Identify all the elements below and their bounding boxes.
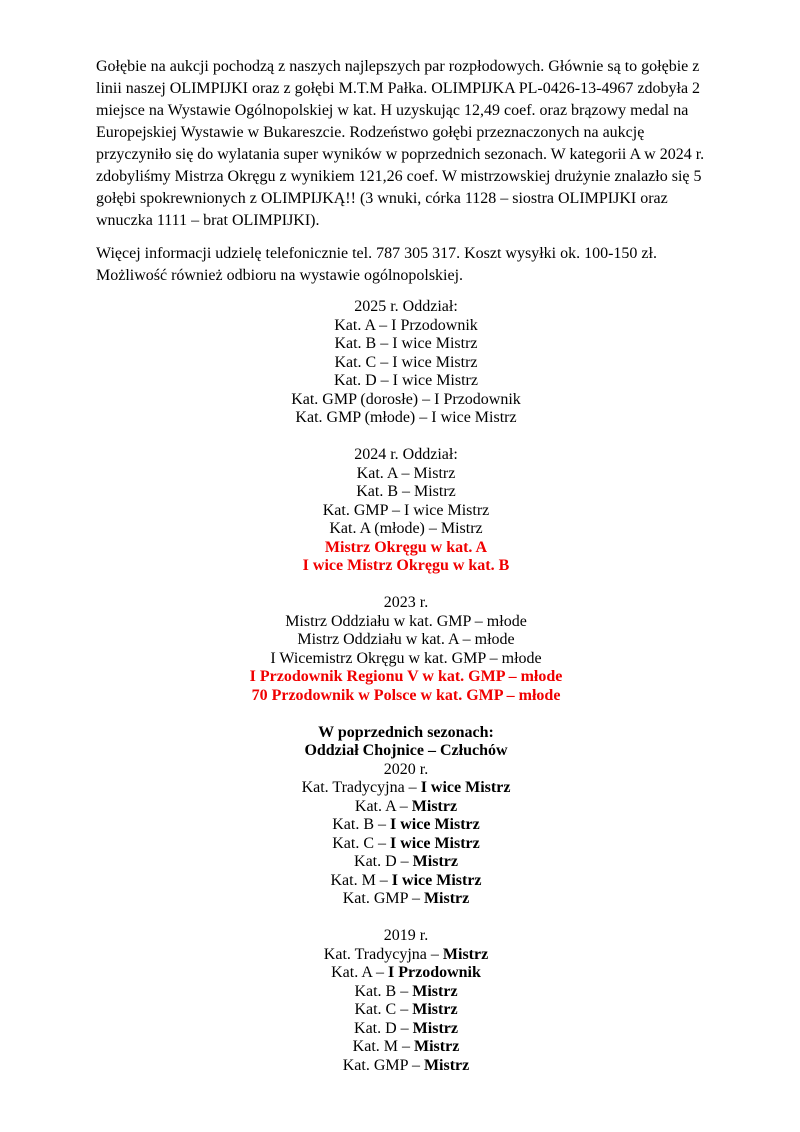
achievement-line: Kat. B – I wice Mistrz [334, 335, 478, 352]
category-label: Kat. M – [330, 871, 392, 889]
division-heading: Oddział Chojnice – Człuchów [304, 742, 508, 759]
highlight-achievement-line: Mistrz Okręgu w kat. A [324, 538, 488, 556]
achievement-line: Kat. B – Mistrz [356, 483, 456, 500]
result-value: I wice Mistrz [390, 816, 480, 833]
season-title: 2019 r. [383, 927, 429, 944]
result-value: Mistrz [412, 982, 458, 1000]
achievement-line: Kat. D – I wice Mistrz [334, 372, 478, 389]
achievement-line: Kat. A (młode) – Mistrz [329, 520, 483, 537]
result-line [96, 964, 716, 983]
result-value: Mistrz [442, 945, 489, 963]
highlight-achievement-line: 70 Przodownik w Polsce w kat. GMP – młode [251, 686, 561, 704]
intro-line: Gołębie na aukcji pochodzą z naszych najlepszych par rozpłodowych. Głównie są to gołębie z [96, 58, 700, 75]
result-value: Mistrz [412, 1019, 458, 1037]
intro-line: przyczyniło się do wylatania super wyników w poprzednich sezonach. W kategorii A w 2024 r. [96, 146, 705, 163]
result-line [96, 1001, 716, 1020]
achievement-line: Mistrz Oddziału w kat. A – młode [297, 631, 515, 648]
season-2025-section [96, 298, 716, 428]
intro-paragraph [96, 56, 716, 232]
result-line [96, 872, 716, 891]
result-value: Mistrz [412, 1001, 458, 1018]
category-label: Kat. Tradycyjna – [301, 779, 421, 796]
category-label: Kat. C – [332, 834, 391, 852]
result-value: Mistrz [414, 1038, 460, 1055]
result-line [96, 983, 716, 1002]
previous-seasons-heading: W poprzednich sezonach: [318, 723, 494, 741]
category-label: Kat. C – [354, 1001, 413, 1018]
result-line [96, 853, 716, 872]
achievements-list [96, 298, 716, 1075]
intro-line: Europejskiej Wystawie w Bukareszcie. Rodzeństwo gołębi przeznaczonych na aukcję [96, 124, 645, 141]
result-line [96, 816, 716, 835]
result-line [96, 946, 716, 965]
category-label: Kat. GMP – [342, 890, 424, 907]
intro-line: zdobyliśmy Mistrza Okręgu z wynikiem 121,26 coef. W mistrzowskiej drużynie znalazło się 5 [96, 168, 702, 185]
season-title: 2020 r. [383, 760, 429, 778]
result-value: I wice Mistrz [390, 834, 480, 852]
category-label: Kat. M – [352, 1038, 414, 1055]
category-label: Kat. Tradycyjna – [323, 945, 443, 963]
result-line [96, 1020, 716, 1039]
intro-line: wnuczka 1111 – brat OLIMPIJKI). [96, 212, 320, 229]
contact-line: Możliwość również odbioru na wystawie ogólnopolskiej. [96, 267, 464, 284]
season-title: 2024 r. Oddział: [354, 446, 458, 463]
result-line [96, 1038, 716, 1057]
result-line [96, 798, 716, 817]
achievement-line: Kat. A – I Przodownik [334, 316, 478, 334]
season-2019-section [96, 927, 716, 1075]
category-label: Kat. GMP – [342, 1056, 424, 1074]
category-label: Kat. D – [354, 853, 413, 870]
result-line [96, 890, 716, 909]
result-line [96, 779, 716, 798]
category-label: Kat. D – [354, 1019, 413, 1037]
season-title: 2025 r. Oddział: [354, 298, 458, 315]
highlight-achievement-line: I Przodownik Regionu V w kat. GMP – młode [249, 668, 563, 685]
result-value: Mistrz [412, 853, 458, 870]
category-label: Kat. B – [354, 982, 413, 1000]
category-label: Kat. A – [331, 964, 388, 981]
season-2023-section [96, 594, 716, 705]
intro-line: gołębi spokrewnionych z OLIMPIJKĄ!! (3 wnuki, córka 1128 – siostra OLIMPIJKI oraz [96, 190, 668, 207]
previous-seasons-section [96, 724, 716, 909]
intro-line: linii naszej OLIMPIJKI oraz z gołębi M.T.M Pałka. OLIMPIJKA PL-0426-13-4967 zdobyła 2 [96, 80, 701, 97]
achievement-line: Kat. A – Mistrz [356, 464, 456, 482]
result-line [96, 835, 716, 854]
category-label: Kat. A – [354, 797, 412, 815]
achievement-line: Kat. C – I wice Mistrz [334, 353, 478, 371]
achievement-line: I Wicemistrz Okręgu w kat. GMP – młode [270, 649, 542, 667]
season-title: 2023 r. [383, 594, 429, 611]
achievement-line: Kat. GMP – I wice Mistrz [322, 501, 490, 519]
achievement-line: Kat. GMP (młode) – I wice Mistrz [295, 409, 517, 426]
category-label: Kat. B – [332, 816, 391, 833]
result-value: I wice Mistrz [391, 871, 482, 889]
result-value: Mistrz [423, 890, 470, 907]
result-value: I wice Mistrz [420, 779, 511, 796]
season-2024-section [96, 446, 716, 576]
highlight-achievement-line: I wice Mistrz Okręgu w kat. B [302, 557, 510, 574]
result-value: I Przodownik [387, 964, 481, 981]
contact-paragraph [96, 243, 716, 287]
achievement-line: Mistrz Oddziału w kat. GMP – młode [285, 612, 527, 630]
result-line [96, 1057, 716, 1076]
contact-line: Więcej informacji udzielę telefonicznie tel. 787 305 317. Koszt wysyłki ok. 100-150 zł. [96, 245, 657, 262]
achievement-line: Kat. GMP (dorosłe) – I Przodownik [291, 390, 521, 408]
result-value: Mistrz [423, 1056, 470, 1074]
intro-line: miejsce na Wystawie Ogólnopolskiej w kat. H uzyskując 12,49 coef. oraz brązowy medal na [96, 102, 689, 119]
result-value: Mistrz [411, 797, 458, 815]
